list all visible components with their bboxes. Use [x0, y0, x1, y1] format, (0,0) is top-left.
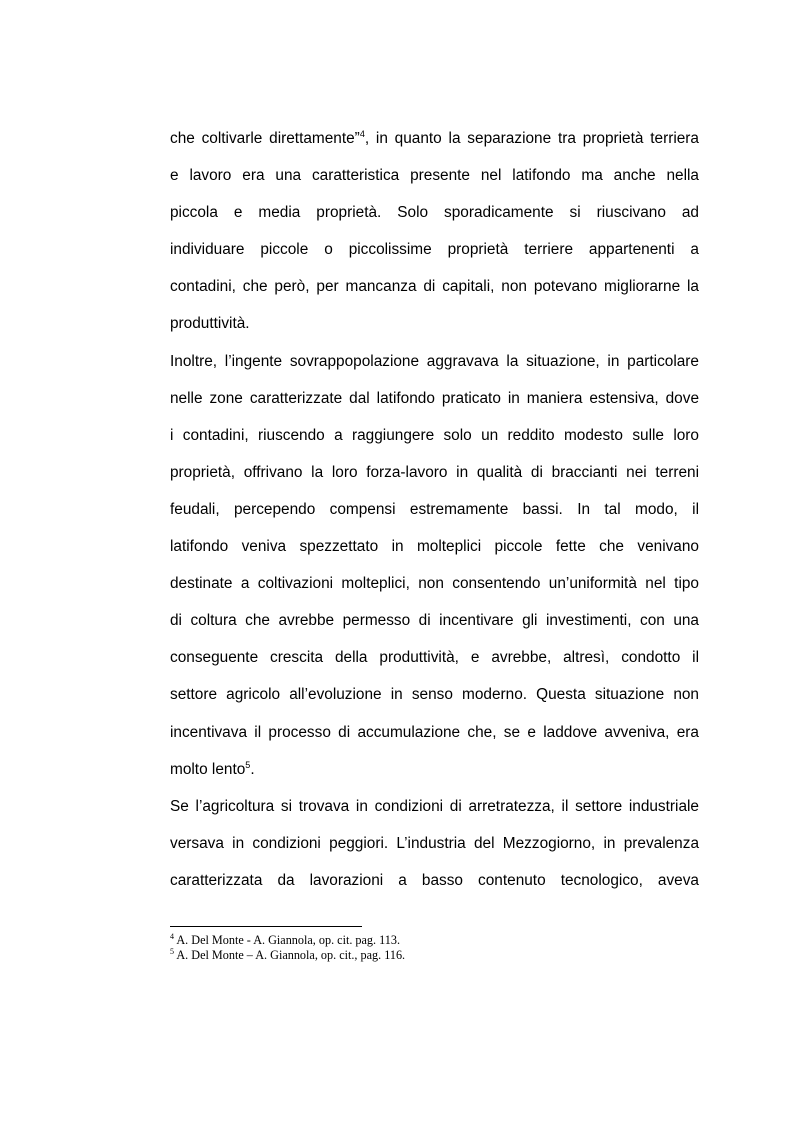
footnote-number: 5 — [170, 946, 174, 956]
paragraph-2 — [170, 343, 699, 788]
footnote-reference: 4 — [359, 128, 365, 139]
text-line: incentivava il processo di accumulazione che, se e laddove avveniva, era — [170, 723, 699, 741]
line-text: che coltivarle direttamente” — [170, 130, 360, 147]
footnote-5 — [170, 948, 699, 963]
line-text: . — [250, 760, 255, 778]
text-line: e lavoro era una caratteristica presente nel latifondo ma anche nella — [170, 167, 699, 185]
text-line: contadini, che però, per mancanza di capitali, non potevano migliorarne la — [170, 278, 699, 296]
text-line — [170, 751, 699, 788]
text-line: produttività. — [170, 315, 250, 333]
paragraph-1 — [170, 120, 699, 343]
text-line: feudali, percependo compensi estremamente bassi. In tal modo, il — [170, 500, 699, 518]
line-text: , in quanto la separazione tra proprietà terriera — [364, 130, 699, 147]
line-text: molto lento — [170, 760, 246, 778]
text-line: caratterizzata da lavorazioni a basso contenuto tecnologico, aveva — [170, 871, 699, 889]
body-text — [170, 120, 699, 899]
footnotes — [170, 933, 699, 962]
text-line — [170, 120, 699, 157]
text-line: latifondo veniva spezzettato in molteplici piccole fette che venivano — [170, 538, 699, 556]
text-line: versava in condizioni peggiori. L’industria del Mezzogiorno, in prevalenza — [170, 834, 699, 852]
text-line: individuare piccole o piccolissime proprietà terriere appartenenti a — [170, 241, 699, 259]
footnote-4 — [170, 933, 699, 948]
footnote-text: A. Del Monte - A. Giannola, op. cit. pag. 113. — [176, 933, 400, 947]
text-line: proprietà, offrivano la loro forza-lavoro in qualità di braccianti nei terreni — [170, 463, 699, 481]
footnote-number: 4 — [170, 931, 174, 941]
text-line: piccola e media proprietà. Solo sporadicamente si riuscivano ad — [170, 204, 699, 222]
text-line: i contadini, riuscendo a raggiungere solo un reddito modesto sulle loro — [170, 426, 699, 444]
paragraph-3 — [170, 788, 699, 899]
text-line: nelle zone caratterizzate dal latifondo praticato in maniera estensiva, dove — [170, 389, 699, 407]
text-line: conseguente crescita della produttività, e avrebbe, altresì, condotto il — [170, 649, 699, 667]
text-line: destinate a coltivazioni molteplici, non consentendo un’uniformità nel tipo — [170, 575, 699, 593]
footnote-separator — [170, 926, 362, 927]
text-line: Se l’agricoltura si trovava in condizioni di arretratezza, il settore industriale — [170, 797, 699, 815]
footnote-reference: 5 — [245, 759, 251, 770]
text-line: settore agricolo all’evoluzione in senso moderno. Questa situazione non — [170, 686, 699, 704]
footnote-text: A. Del Monte – A. Giannola, op. cit., pag. 116. — [176, 947, 406, 962]
text-line: di coltura che avrebbe permesso di incentivare gli investimenti, con una — [170, 612, 699, 630]
text-line: Inoltre, l’ingente sovrappopolazione aggravava la situazione, in particolare — [170, 352, 699, 370]
